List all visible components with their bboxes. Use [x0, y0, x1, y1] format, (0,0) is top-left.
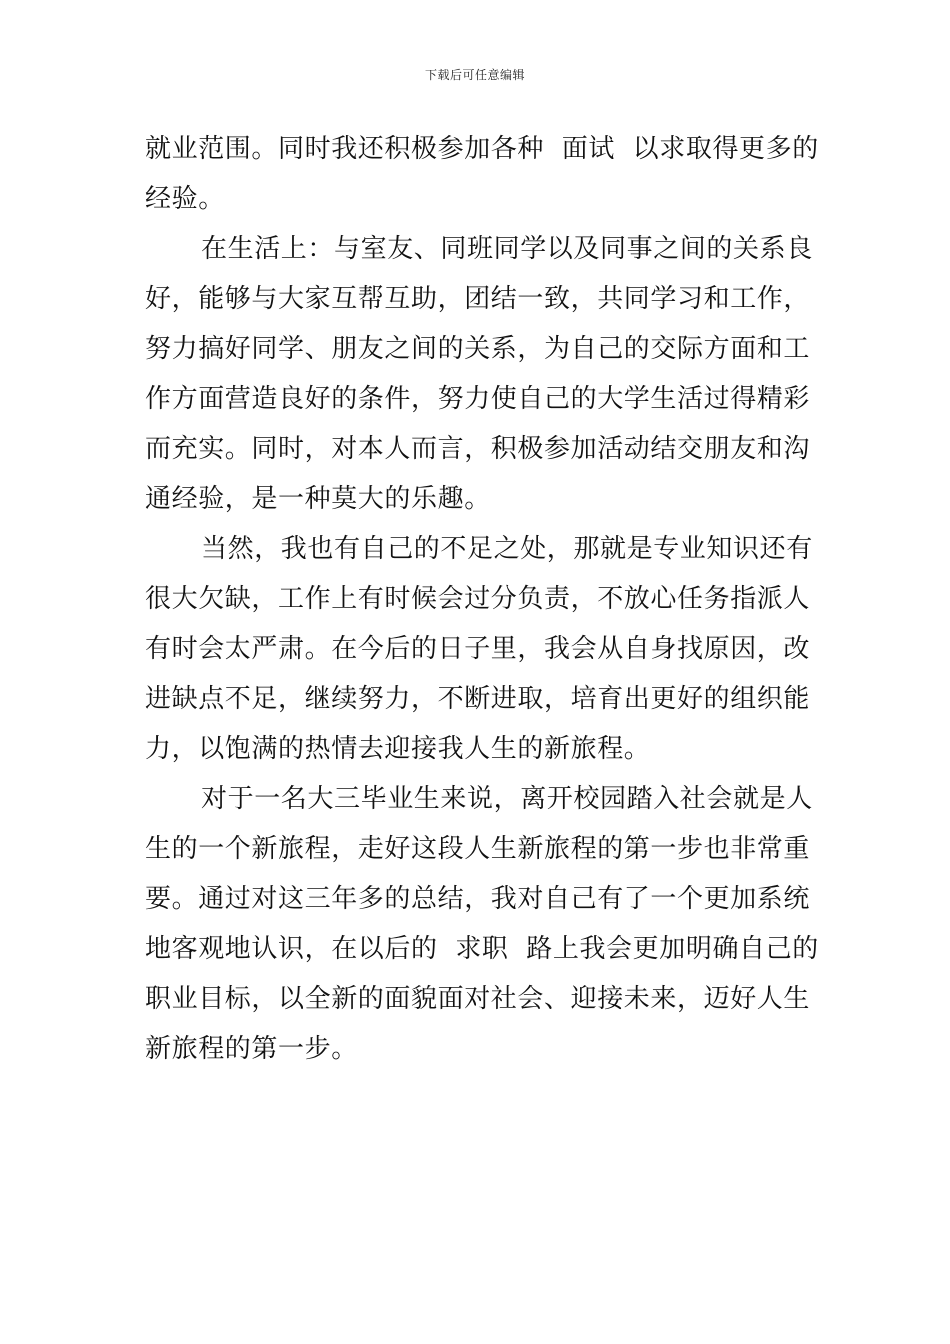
paragraph-start-line: 当然，我也有自己的不足之处，那就是专业知识还有 — [201, 534, 813, 564]
text-line: 就业范围。同时我还积极参加各种 面试 以求取得更多的 — [145, 134, 819, 164]
text-line: 有时会太严肃。在今后的日子里，我会从自身找原因，改 — [145, 634, 811, 664]
text-line: 进缺点不足，继续努力，不断进取，培育出更好的组织能 — [145, 684, 811, 714]
text-line: 新旅程的第一步。 — [145, 1034, 358, 1064]
text-line: 通经验，是一种莫大的乐趣。 — [145, 484, 491, 514]
text-line: 好，能够与大家互帮互助，团结一致，共同学习和工作， — [145, 284, 811, 314]
text-line: 作方面营造良好的条件，努力使自己的大学生活过得精彩 — [145, 384, 811, 414]
text-line: 努力搞好同学、朋友之间的关系，为自己的交际方面和工 — [145, 334, 811, 364]
paragraph-start-line: 对于一名大三毕业生来说，离开校园踏入社会就是人 — [201, 784, 813, 814]
text-line: 要。通过对这三年多的总结，我对自己有了一个更加系统 — [145, 884, 811, 914]
header-note: 下载后可任意编辑 — [424, 68, 525, 82]
text-line: 地客观地认识，在以后的 求职 路上我会更加明确自己的 — [145, 934, 819, 964]
text-line: 而充实。同时，对本人而言，积极参加活动结交朋友和沟 — [145, 434, 811, 464]
text-line: 职业目标，以全新的面貌面对社会、迎接未来，迈好人生 — [145, 984, 811, 1014]
text-line: 生的一个新旅程，走好这段人生新旅程的第一步也非常重 — [145, 834, 811, 864]
paragraph-start-line: 在生活上：与室友、同班同学以及同事之间的关系良 — [201, 234, 813, 264]
text-line: 力，以饱满的热情去迎接我人生的新旅程。 — [145, 734, 651, 764]
text-line: 经验。 — [145, 184, 225, 214]
text-line: 很大欠缺，工作上有时候会过分负责，不放心任务指派人 — [145, 584, 811, 614]
body-text — [145, 124, 819, 1074]
